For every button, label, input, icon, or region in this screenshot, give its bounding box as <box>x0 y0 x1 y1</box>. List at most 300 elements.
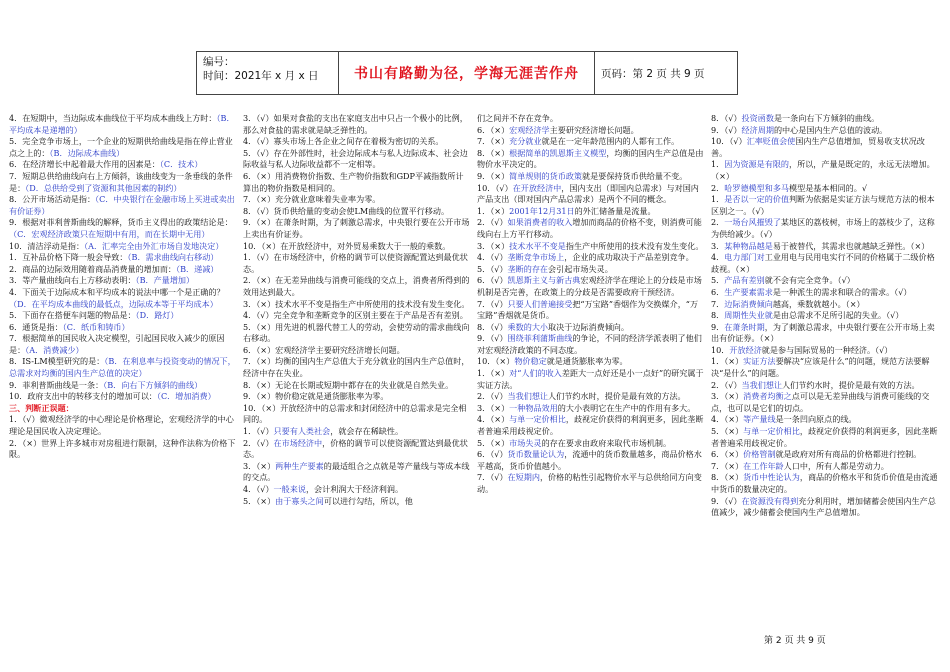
item-suffix: ，歧视定价获得的利润更多，因此垄断者普遍采用歧视定价。 <box>477 414 704 437</box>
item-highlight: 因为资源是有限的 <box>724 159 790 170</box>
item-text: 1．（√） <box>243 426 274 437</box>
item-suffix: 是一条向右下方倾斜的曲线。 <box>773 113 880 123</box>
item-text: 7．（×） <box>711 460 744 471</box>
item-suffix: ，国内支出（即国内总需求）与对国内产品支出（即对国内产品总需求）是两个不同的概念。 <box>477 182 699 205</box>
list-item <box>711 426 939 449</box>
item-text: 6．（×） <box>477 124 510 135</box>
item-text: 1．（√）微观经济学的中心理论是价格理论，宏观经济学的中心理论是国民收入决定理论。 <box>9 414 234 437</box>
item-highlight: 在资源没有得到 <box>741 495 799 506</box>
list-item <box>243 275 471 298</box>
list-item <box>477 125 705 137</box>
item-text: 1．（×） <box>477 368 510 379</box>
item-text: 6． <box>711 286 725 297</box>
list-item <box>711 194 939 217</box>
list-item <box>477 438 705 450</box>
column-2 <box>243 113 471 638</box>
item-suffix: ，价格的粘性引起物价水平与总供给同方向变动。 <box>477 472 702 494</box>
item-text: 8．（√） <box>711 113 742 123</box>
item-highlight: 在短期内 <box>507 472 540 483</box>
item-suffix: 可以进行勾结，所以，他 <box>323 495 413 506</box>
item-text: 7．（×） <box>477 136 510 147</box>
item-suffix: 就是要保持货币供给量不变。 <box>582 170 688 181</box>
list-item <box>711 275 939 287</box>
list-item <box>9 194 237 217</box>
item-text: 1．（×） <box>477 205 510 216</box>
item-text: 8．（√）货币供给量的变动会使LM曲线的位置平行移动。 <box>243 205 450 216</box>
item-text: 2．（√） <box>477 217 508 228</box>
item-suffix: 就不会有完全竞争。（√） <box>764 275 855 286</box>
item-text: 10．政府支出中的转移支付的增加可以： <box>9 391 157 402</box>
item-highlight: 根据简单的凯恩斯主义模型 <box>509 147 607 158</box>
item-suffix: 就是通货膨胀率为零。 <box>546 356 628 367</box>
item-highlight: 在开放经济中 <box>512 182 562 193</box>
item-suffix: ，商品的价格水平和货币价值是由流通中货币的数量决定的。 <box>711 472 938 494</box>
item-text: 9．（×） <box>477 170 510 181</box>
item-text: 7．（×）充分就业意味着失业率为零。 <box>243 194 381 205</box>
list-item <box>243 310 471 322</box>
list-item <box>711 287 939 299</box>
page-label: 页码：第 2 页 共 9 页 <box>601 67 705 80</box>
list-item <box>9 333 237 356</box>
list-item <box>9 438 237 461</box>
item-highlight: 物价稳定 <box>514 356 547 367</box>
item-highlight: 2001年12月31日 <box>509 205 575 216</box>
item-text: 3．等产量曲线向右上方移动表明： <box>9 275 136 286</box>
item-highlight: 与单一定价相比 <box>509 414 566 425</box>
list-item <box>711 322 939 345</box>
item-text: 6．（√） <box>477 449 508 460</box>
item-text: 9．根据对菲利普斯曲线的解释，货币主义得出的政策结论是： <box>9 217 233 228</box>
item-highlight: （B．产量增加） <box>135 275 195 286</box>
list-item <box>243 484 471 496</box>
item-highlight: 一场台风摧毁了 <box>724 217 781 228</box>
item-suffix: 的最适组合之点就是等产量线与等成本线的交点。 <box>243 460 470 483</box>
item-highlight: 产品有差别 <box>724 275 765 286</box>
list-item <box>9 113 237 136</box>
list-item <box>711 472 939 495</box>
item-text: 2．（√） <box>711 379 742 390</box>
list-item <box>9 275 237 287</box>
item-text: 5．（×） <box>711 426 744 437</box>
item-text: 8．（×） <box>477 147 510 158</box>
list-item <box>477 275 705 298</box>
item-text: 5．（√）存在外部性时，社会边际成本与私人边际成本、社会边际收益与私人边际收益都不一定相等。 <box>243 147 468 170</box>
item-text: 9． <box>711 321 725 332</box>
item-text: 4．（√） <box>243 484 274 494</box>
item-highlight: （C．纸币和铸币） <box>62 321 130 332</box>
list-item <box>9 391 237 403</box>
item-highlight: （C．增加消费） <box>156 391 216 402</box>
item-highlight: 在市场经济中 <box>273 437 323 448</box>
list-item <box>711 241 939 253</box>
item-suffix: 是一种派生的需求和联合的需求。（√） <box>772 286 912 297</box>
list-item <box>477 264 705 276</box>
item-highlight: 与单一定价相比 <box>743 426 800 437</box>
item-highlight: 等产量线 <box>743 414 776 425</box>
item-highlight: 两种生产要素 <box>275 460 324 471</box>
list-item <box>243 403 471 426</box>
list-item <box>477 252 705 264</box>
list-item <box>243 136 471 148</box>
item-suffix: ，会计利润大于经济利润。 <box>305 484 404 494</box>
list-item <box>711 299 939 311</box>
list-item <box>711 159 939 182</box>
item-highlight: 如果消费者的收入 <box>507 217 573 228</box>
item-highlight: （A．消费减少） <box>25 344 84 355</box>
item-highlight: 边际消费倾向 <box>724 298 773 309</box>
list-item <box>9 171 237 194</box>
heading-text: 三、判断正误题： <box>9 402 74 413</box>
item-highlight: 消费者均衡之 <box>743 391 792 402</box>
item-highlight: 市场失灵 <box>509 437 542 448</box>
item-highlight: 汇率贬值会使 <box>746 136 796 147</box>
item-text: 1．互补品价格下降一般会导致： <box>9 252 128 263</box>
item-suffix: 点可以是无差异曲线与消费可能线的交点，也可以是它们的切点。 <box>711 391 930 413</box>
item-highlight: 只要有人类社会 <box>273 426 331 437</box>
list-item <box>711 136 939 159</box>
list-item <box>477 217 705 240</box>
item-text: 6．（×）用消费物价指数、生产物价指数和GDP平减指数所计算出的物价指数是相同的。 <box>243 170 464 193</box>
column-4 <box>711 113 939 638</box>
item-text: 6．（√） <box>477 275 508 286</box>
item-text: 2．（×）世界上许多城市对房租进行限制，这种作法称为价格下限。 <box>9 437 236 460</box>
list-item <box>477 322 705 334</box>
list-item <box>243 380 471 392</box>
item-highlight: 投资函数 <box>741 113 774 123</box>
list-item <box>477 171 705 183</box>
list-item <box>9 252 237 264</box>
item-highlight: （D．路灯） <box>135 310 179 321</box>
item-text: 9．（√） <box>477 333 508 344</box>
item-suffix: ，为了刺激总需求，中央银行要在公开市场上卖出有价证券。（×） <box>711 321 935 344</box>
item-text: 6．（×）宏观经济学主要研究经济增长问题。 <box>243 344 405 355</box>
item-text: 5．（√） <box>477 263 508 274</box>
list-item <box>711 391 939 414</box>
list-item <box>711 345 939 357</box>
list-item <box>243 426 471 438</box>
list-item <box>9 356 237 379</box>
item-text: 9．（×）在萧条时期，为了刺激总需求，中央银行要在公开市场上卖出有价证券。 <box>243 217 470 239</box>
item-suffix: ，流通中的货币数量越多，商品价格水平越高，货币价值越小。 <box>477 449 702 471</box>
list-item <box>243 461 471 484</box>
list-item <box>243 299 471 311</box>
column-1 <box>9 113 237 638</box>
item-text: 7． <box>711 298 725 309</box>
list-item <box>243 356 471 379</box>
list-item <box>243 438 471 461</box>
item-highlight: 当我们想让 <box>741 379 783 390</box>
item-text: 4．下面关于边际成本和平均成本的说法中哪一个是正确的？ <box>9 286 225 297</box>
list-item <box>711 183 939 195</box>
item-highlight: （A．汇率完全由外汇市场自发地决定） <box>84 240 224 251</box>
item-suffix: 判断为依据是实证方法与规范方法的根本区别之一。（√） <box>711 194 935 216</box>
item-text: 2．（√） <box>243 437 274 448</box>
item-suffix: 要解决“应该是什么”的问题，规范方法要解决“是什么”的问题。 <box>711 356 930 379</box>
item-text: 4．（×） <box>477 414 510 425</box>
item-suffix: 越高，乘数就越小。（×） <box>772 298 865 309</box>
item-highlight: 垄断竞争市场上 <box>507 252 565 263</box>
item-text: 5．下面存在搭便车问题的物品是： <box>9 310 136 321</box>
item-suffix: 易于被替代，其需求也就越缺乏弹性。（×） <box>772 240 930 251</box>
time-label: 时间：2021年 x 月 x 日 <box>203 70 319 82</box>
item-highlight: （C．宏观经济政策只在短期中有用，而在长期中无用） <box>9 228 210 239</box>
item-suffix: 差距大一点好还是小一点好”的研究属于实证方法。 <box>477 368 704 390</box>
item-text: 5． <box>711 275 725 286</box>
item-suffix: 的大小表明它在生产中的作用有多大。 <box>557 402 696 413</box>
item-highlight: 围绕菲利蒲斯曲线 <box>507 333 573 344</box>
list-item <box>243 206 471 218</box>
item-text: 4．（√）完全竞争和垄断竞争的区别主要在于产品是否有差别。 <box>243 310 468 321</box>
item-suffix: 人们节约水时，提价是最有效的方法。 <box>548 391 686 402</box>
item-suffix: 把“万宝路”香烟作为交换媒介，“万宝路”香烟就是货币。 <box>477 298 699 321</box>
item-highlight: 是否以一定的价值 <box>724 194 790 205</box>
list-item <box>243 345 471 357</box>
list-item <box>9 287 237 310</box>
list-item <box>477 356 705 368</box>
item-suffix: ，均衡的国内生产总值是由物价水平决定的。 <box>477 147 704 170</box>
item-suffix: 就是政府对所有商品的价格都进行控制。 <box>775 449 922 460</box>
list-item <box>477 148 705 171</box>
list-item <box>477 113 705 125</box>
item-highlight: （D．总供给受到了资源和其他因素的制约） <box>25 182 182 193</box>
item-highlight: （C．技术） <box>159 159 203 170</box>
item-text: 3．（×） <box>477 240 510 251</box>
list-item <box>711 380 939 392</box>
item-highlight: 在萧条时期 <box>724 321 765 332</box>
item-text: 2．商品的边际效用随着商品消费量的增加而： <box>9 263 177 274</box>
item-text: 5．（×） <box>477 437 510 448</box>
item-highlight: 技术水平不变是 <box>509 240 566 251</box>
list-item <box>711 310 939 322</box>
item-highlight: 凯恩斯主义与新古典 <box>507 275 581 286</box>
item-highlight: 在工作年龄 <box>743 460 784 471</box>
list-item <box>9 310 237 322</box>
item-suffix: 是由总需求不足所引起的失业。（√） <box>772 310 904 321</box>
list-item <box>9 322 237 334</box>
item-text: 4．（√） <box>477 252 508 263</box>
item-text: 3．（√）如果对食盐的支出在家庭支出中只占一个极小的比例，那么对食盐的需求就是缺乏弹性的。 <box>243 113 468 135</box>
item-highlight: 实证方法 <box>743 356 776 367</box>
item-highlight: 由于寡头之间 <box>275 495 324 506</box>
item-text: 们之间并不存在竞争。 <box>477 113 558 123</box>
list-item <box>9 241 237 253</box>
item-suffix: 的存在要求由政府来取代市场机制。 <box>541 437 672 448</box>
item-highlight: 经济周期 <box>741 124 774 135</box>
item-text: 10．（×） <box>477 356 515 367</box>
motto: 书山有路勤为径，学海无涯苦作舟 <box>339 52 595 94</box>
header-info <box>197 52 339 94</box>
list-item <box>9 380 237 392</box>
item-highlight: （D．在平均成本曲线的最低点，边际成本等于平均成本） <box>9 298 218 309</box>
list-item <box>477 136 705 148</box>
list-item <box>477 403 705 415</box>
item-text: 3．（×） <box>711 391 744 402</box>
item-highlight: （B．边际成本曲线） <box>49 147 125 158</box>
item-text: 10．清洁浮动是指： <box>9 240 85 251</box>
list-item <box>477 206 705 218</box>
item-text: 8．（√） <box>477 321 508 332</box>
item-suffix: 是一条凹向原点的线。 <box>775 414 857 425</box>
item-highlight: （B．在利息率与投资变动的情况下，总需求对均衡的国内生产总值的决定） <box>9 356 236 379</box>
list-item <box>711 356 939 379</box>
item-text: 8． <box>711 310 725 321</box>
list-item <box>711 461 939 473</box>
item-suffix: 的争论，不同的经济学派表明了他们对宏观经济政策的不同态度。 <box>477 333 702 355</box>
item-highlight: 货币中性论认为 <box>743 472 800 483</box>
list-item <box>243 148 471 171</box>
item-suffix: 主要研究经济增长问题。 <box>549 124 639 135</box>
list-item <box>477 333 705 356</box>
item-highlight: 垄断的存在 <box>507 263 549 274</box>
item-highlight: （B．平均成本是递增的） <box>9 113 235 135</box>
number-label: 编号： <box>203 56 235 68</box>
item-text: 10． <box>711 344 730 355</box>
list-item <box>711 125 939 137</box>
item-highlight: 宏观经济学 <box>509 124 550 135</box>
item-text: 2．（×）在无差异曲线与消费可能线的交点上，消费者所得到的效用达到最大。 <box>243 275 470 297</box>
column-3 <box>477 113 705 638</box>
item-highlight: 对“人们的收入 <box>509 368 562 379</box>
page-footer: 第 2 页 共 9 页 <box>764 636 826 646</box>
list-item <box>243 496 471 508</box>
item-text: 5．完全竞争市场上，一个企业的短期供给曲线是指在停止营业点之上的： <box>9 136 233 158</box>
item-text: 6．（×） <box>711 449 744 460</box>
list-item <box>243 217 471 240</box>
item-text: 7．（×）均衡的国内生产总值大于充分就业的国内生产总值时，经济中存在失业。 <box>243 356 470 379</box>
list-item <box>243 241 471 253</box>
item-text: 6．通货是指： <box>9 321 63 332</box>
list-item <box>9 217 237 240</box>
item-suffix: 的中心是国内生产总值的波动。 <box>773 124 888 135</box>
item-highlight: 乘数的大小 <box>507 321 549 332</box>
item-suffix: 人口中，所有人都是劳动力。 <box>783 460 889 471</box>
list-item <box>9 136 237 159</box>
item-suffix: ，所以，产量是既定的，永远无法增加。（×） <box>711 159 935 181</box>
list-item <box>9 264 237 276</box>
item-highlight: 当我们想让 <box>507 391 549 402</box>
list-item <box>477 449 705 472</box>
content-columns <box>9 113 939 638</box>
item-highlight: 货币数量论认为 <box>507 449 565 460</box>
item-suffix: 取决于边际消费倾向。 <box>548 321 629 332</box>
list-item <box>477 391 705 403</box>
page-header <box>196 51 738 95</box>
item-suffix: ，就会存在稀缺性。 <box>330 426 404 437</box>
item-highlight: 价格管制 <box>743 449 776 460</box>
list-item <box>711 113 939 125</box>
list-item <box>477 414 705 437</box>
item-highlight: 开放经济 <box>729 344 762 355</box>
item-text: 3．（×） <box>243 460 276 471</box>
item-text: 9．（√） <box>711 124 742 135</box>
list-item <box>243 322 471 345</box>
item-suffix: 会引起市场失灵。 <box>548 263 613 274</box>
item-text: 10．（√） <box>711 136 747 147</box>
item-text: 3．（×） <box>477 402 510 413</box>
item-highlight: （B．向右下方倾斜的曲线） <box>103 379 203 390</box>
list-item <box>711 414 939 426</box>
item-suffix: 就是参与国际贸易的一种经济。（√） <box>761 344 893 355</box>
item-suffix: 工业用电与民用电实行不同的价格属于二级价格歧视。（×） <box>711 252 935 274</box>
list-item <box>243 113 471 136</box>
item-highlight: （B．需求曲线向右移动） <box>127 252 219 263</box>
item-highlight: 哈罗德模型和多马 <box>724 182 790 193</box>
item-highlight: 生产要素需求 <box>724 286 773 297</box>
list-item <box>243 194 471 206</box>
item-text: 10．（×）在开放经济中，对外贸易乘数大于一般的乘数。 <box>243 240 451 251</box>
item-suffix: 宏观经济学在理论上的分歧是市场机制是否完善，在政策上的分歧是否需要政府干预经济。 <box>477 275 702 297</box>
item-text: 2． <box>711 217 725 228</box>
item-suffix: ，价格的调节可以使资源配置达到最优状态。 <box>243 437 468 460</box>
item-text: 8．IS-LM模型研究的是： <box>9 356 105 367</box>
item-highlight: 一种物品效用 <box>509 402 558 413</box>
item-suffix: 增加而商品的价格不变，则消费可能线向右上方平行移动。 <box>477 217 702 239</box>
item-text: 8．公开市场活动是指： <box>9 194 96 205</box>
item-highlight: 只要人们普遍接受 <box>507 298 573 309</box>
item-text: 5．（×） <box>243 495 276 506</box>
item-suffix: ，企业的成功取决于产品差别竞争。 <box>564 252 694 263</box>
item-text: 2．（√） <box>477 391 508 402</box>
list-item <box>477 241 705 253</box>
item-text: 7．（√） <box>477 298 508 309</box>
item-suffix: 国内生产总值增加，贸易收支状况改善。 <box>711 136 925 158</box>
list-item <box>711 449 939 461</box>
item-highlight: 充分就业 <box>509 136 542 147</box>
item-text: 10．（×）开放经济中的总需求和封闭经济中的总需求是完全相同的。 <box>243 402 467 425</box>
item-highlight: （B．递减） <box>176 263 219 274</box>
item-suffix: 人们节约水时，提价是最有效的方法。 <box>782 379 920 390</box>
item-highlight: （C．中央银行在金融市场上买进或卖出有价证券） <box>9 194 235 216</box>
item-suffix: 充分利用时，增加储蓄会使国内生产总值减少，减少储蓄会使国内生产总值增加。 <box>711 495 936 518</box>
item-highlight: 某种物品越是 <box>724 240 773 251</box>
item-text: 7．根据简单的国民收入决定模型，引起国民收入减少的原因是： <box>9 333 225 355</box>
item-text: 1．（×） <box>711 356 744 367</box>
item-highlight: 电力部门对 <box>724 252 765 263</box>
item-suffix: ，歧视定价获得的利润更多，因此垄断者普遍采用歧视定价。 <box>711 426 938 448</box>
item-text: 7．短期总供给曲线向右上方倾斜，该曲线变为一条垂线的条件是： <box>9 170 233 193</box>
item-text: 4．（√）寡头市场上各企业之间存在着极为密切的关系。 <box>243 136 444 147</box>
item-text: 3． <box>711 240 725 251</box>
item-text: 9．（√） <box>711 495 742 506</box>
list-item <box>243 171 471 194</box>
item-suffix: 指生产中所使用的技术没有发生变化。 <box>565 240 704 251</box>
list-item <box>9 414 237 437</box>
list-item <box>477 299 705 322</box>
item-suffix: 模型是基本相同的。√ <box>789 182 868 193</box>
item-text: 4．在短期中，当边际成本曲线位于平均成本曲线上方时： <box>9 113 217 123</box>
item-text: 6．在经济增长中起着最大作用的因素是： <box>9 159 160 170</box>
list-item <box>477 183 705 206</box>
list-item <box>243 391 471 403</box>
item-highlight: 一般来说 <box>273 484 306 494</box>
item-text: 8．（×）无论在长期或短期中都存在的失业就是自然失业。 <box>243 379 454 390</box>
item-text: 7．（√） <box>477 472 508 483</box>
list-item <box>711 496 939 519</box>
list-item <box>9 159 237 171</box>
list-item <box>477 368 705 391</box>
item-text: 4．（×） <box>711 414 744 425</box>
item-text: 10．（√） <box>477 182 513 193</box>
list-item <box>477 472 705 495</box>
item-text: 1． <box>711 194 725 205</box>
item-text: 1．（√）在市场经济中，价格的调节可以使资源配置达到最优状态。 <box>243 252 468 274</box>
item-text: 8．（×） <box>711 472 744 483</box>
list-item <box>711 217 939 240</box>
item-text: 9．（×）物价稳定就是通货膨胀率为零。 <box>243 391 389 402</box>
item-text: 1． <box>711 159 725 170</box>
item-suffix: 就是在一定年龄范围内的人都有工作。 <box>541 136 680 147</box>
list-item <box>711 252 939 275</box>
